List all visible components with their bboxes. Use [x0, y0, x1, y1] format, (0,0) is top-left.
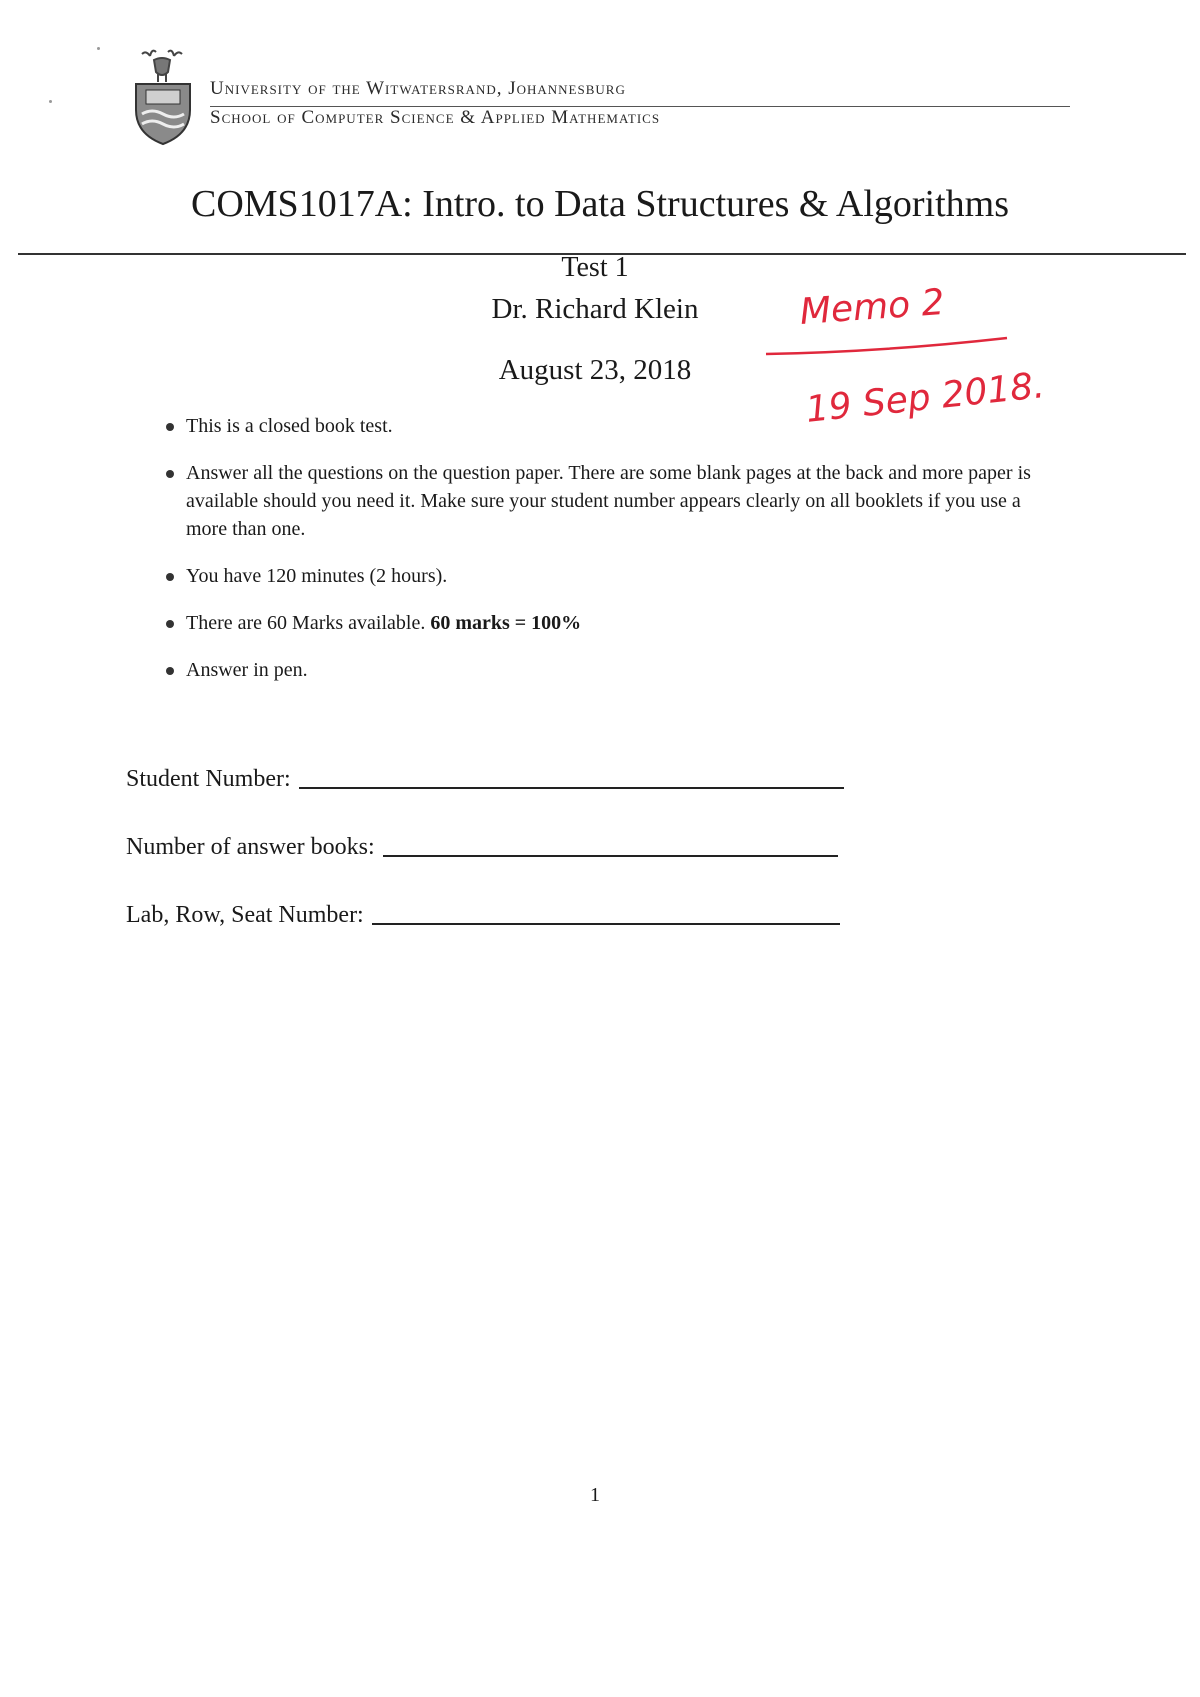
lab-row-seat-line[interactable]	[372, 923, 840, 925]
answer-books-label: Number of answer books:	[126, 834, 375, 860]
instruction-time: You have 120 minutes (2 hours).	[186, 565, 448, 587]
instruction-marks-bold: 60 marks = 100%	[430, 612, 582, 634]
instruction-item	[160, 412, 1060, 440]
bullet-icon	[166, 667, 174, 675]
school-name: School of Computer Science & Applied Mathematics	[210, 107, 661, 128]
test-name: Test 1	[561, 252, 629, 283]
bullet-icon	[166, 620, 174, 628]
instruction-item	[160, 609, 1060, 637]
handwritten-underline	[762, 330, 1012, 360]
course-title: COMS1017A: Intro. to Data Structures & Algorithms	[190, 183, 1010, 225]
instruction-answer-all: Answer all the questions on the question paper. There are some blank pages at the back and more paper is available should you need it. Make sure your student number appears clearly on all booklets if you use a more than one.	[186, 462, 1031, 540]
scan-speck	[97, 47, 100, 50]
instruction-item	[160, 459, 1060, 543]
student-number-label: Student Number:	[126, 766, 291, 792]
answer-books-field[interactable]	[126, 834, 838, 861]
instruction-item	[160, 656, 1060, 684]
answer-books-line[interactable]	[383, 855, 838, 857]
page-number: 1	[590, 1484, 600, 1506]
bullet-icon	[166, 423, 174, 431]
student-number-line[interactable]	[299, 787, 844, 789]
instructions-list	[160, 412, 1060, 703]
author: Dr. Richard Klein	[491, 293, 699, 325]
handwritten-date: 19 Sep 2018.	[803, 365, 1047, 431]
handwritten-memo: Memo 2	[798, 281, 946, 333]
lab-row-seat-label: Lab, Row, Seat Number:	[126, 902, 364, 928]
bullet-icon	[166, 573, 174, 581]
bullet-icon	[166, 470, 174, 478]
scan-speck	[49, 100, 52, 103]
lab-row-seat-field[interactable]	[126, 902, 840, 929]
instruction-pen: Answer in pen.	[186, 659, 308, 681]
university-crest-icon	[128, 48, 198, 148]
test-date: August 23, 2018	[498, 354, 692, 386]
instruction-closed-book: This is a closed book test.	[186, 415, 393, 437]
instruction-marks: There are 60 Marks available.	[186, 612, 426, 634]
instruction-item	[160, 562, 1060, 590]
student-number-field[interactable]	[126, 766, 844, 793]
institution-name: University of the Witwatersrand, Johannesburg	[210, 78, 626, 99]
